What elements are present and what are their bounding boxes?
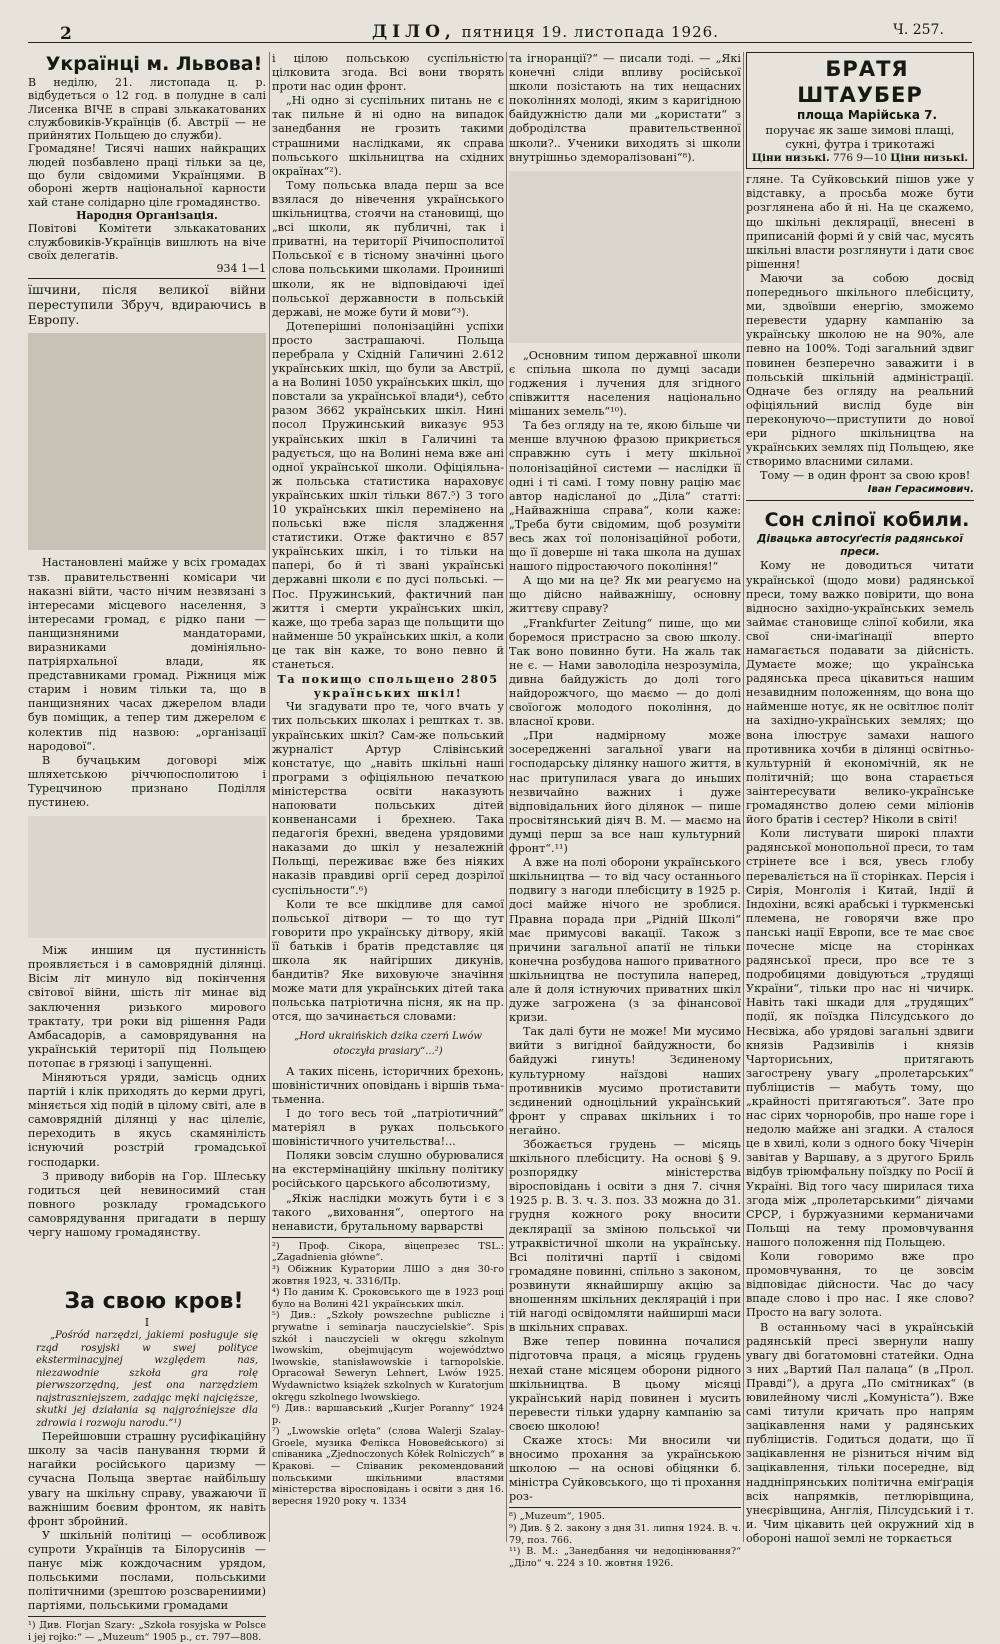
paragraph: Скаже хтось: Ми вносили чи вносимо прохання за українською школою — на основі обіцянки б. міністра Суйковського, що ті прохання роз- bbox=[509, 1433, 741, 1504]
notice-code: 934 1—1 bbox=[216, 262, 266, 276]
paragraph: Маючи за собою досвід попереднього шкільного плебісциту, ми, здвоївши енергію, зможемо перевести ударну кампанію за українську школою не на 90%, але певно на 100%. Тоді загальний здвиг повинен безперечно заважити і в польській шкільній адміністрації. Одначе без огляду на реальний офіціяльний вислід буде він переконуючо—приступити до нової ери рідного шкільництва на українських землях під Польщею, яке створимо власними силами. bbox=[746, 271, 974, 469]
column-divider bbox=[269, 52, 270, 1542]
spacer bbox=[28, 1240, 266, 1288]
article-title: За свою кров! bbox=[64, 1289, 244, 1315]
paragraph: Збожається грудень — місяць шкільного плебісциту. На основі § 9. розпорядку міністерства віросповідань і освіти з дня 7. січня 1925 р. В. З. ч. 3. поз. 33 можна до 31. грудня кожного року вносити деклярації за зміною польської чи утраквістичної школи на українську. Всі політичні партії і свідомі громадяне повинні, спільно з законом, розвинути якнайширшу акцію за вношенням шкільних деклярацій і при тій нагоді освідомляти найширші маси в шкільних справах. bbox=[509, 1138, 741, 1335]
header-rule bbox=[28, 42, 972, 43]
song-quote: „Hord ukraińskich dzika czerń Lwów otoczyła prasiary“...²) bbox=[294, 1031, 482, 1057]
footnote-rule bbox=[28, 1616, 266, 1617]
ad-text: поручає як заше зимові плащі, сукні, футра і трикотажі bbox=[765, 123, 955, 152]
paragraph: „Ні одно зі суспільних питань не є так пильне й ні одно на випадок занедбання не грозить такими страшними наслідками, як справа польського шкільництва на східних окраїнах“²). bbox=[272, 94, 504, 178]
article-part-number: I bbox=[144, 1316, 150, 1330]
issue-number: Ч. 257. bbox=[893, 22, 944, 38]
paragraph: Та без огляду на те, якою більше чи менше влучною фразою прикриється справжню суть і мету шкільної полонізаційної системи — наслідки її одні і ті самі. І тому повну рацію має автор надісланої до „Діла“ статті: „Найважніша справа“, коли каже: „Треба бути свідомим, щоб розуміти весь жах тої полонізаційної роботи, що її доверше ні така школа на душах нашого підростаючого покоління!“ bbox=[509, 419, 741, 574]
paragraph: Так далі бути не може! Ми мусимо вийти з вигідної байдужности, бо байдужі гинуть! Зєдиненому культурному наїздові наших противників мусимо протиставити зєдинений одноцільний український фронт у справах шкільних і то негайно. bbox=[509, 1025, 741, 1137]
paragraph: їшчини, після великої війни переступили Збруч, вдираючись в Европу. bbox=[28, 282, 266, 328]
paragraph: гляне. Та Суйковський пішов уже у відставку, а просьба може бути розглянена або й ні. На це скажемо, що шкільні деклярації, внесені в приписаній формі й у свій час, мусять шкільні власти розглянути і дати своє рішення! bbox=[746, 173, 974, 271]
ad-footer bbox=[751, 151, 969, 165]
paragraph: І до того весь той „патріотичний“ матеріял в руках польського шовіністичного учительства!... bbox=[272, 1106, 504, 1149]
paragraph: В бучацьким договорі між шляхетською річчюпосполитою і Турецчиною признано Поділля пустинею. bbox=[28, 753, 266, 810]
footnotes: ⁸) „Muzeum“, 1905. ⁹) Див. § 2. закону з дня 31. липня 1924. В. ч. 79, поз. 766. ¹¹) В. М.: „Занедбання чи недоцінювання?“ „Діло“ ч. 224 з 10. жовтня 1926. bbox=[509, 1511, 741, 1569]
emphasis-line: Та покищо спольщено 2805 українських шкіл! bbox=[277, 672, 499, 701]
epigraph-quote: „Pośród narzędzi, jakiemi posługuje się rząd rosyjski w swej polityce eksterminacyjnej względem nas, niezawodnie szkoła gra rolę pierwszorzędną, jest ona narzędziem najstraszniejszem, zadając męki najcięższe, skutki jej działania są najgroźniejsze dla zdrowia i rozwoju narodu.“¹) bbox=[36, 1330, 258, 1429]
paragraph: А що ми на це? Як ми реагуємо на що дійсно найважнішу, основну життєву справу? bbox=[509, 574, 741, 616]
column-divider bbox=[743, 52, 744, 1542]
paragraph: Коли говоримо вже про промовчування, то це зовсім відповідає дійсности. Час до часу впаде слово і про нас. І яке слово? Просто на вагу золота. bbox=[746, 1250, 974, 1320]
footnote-rule bbox=[272, 1237, 504, 1238]
ad-code: 776 9—10 bbox=[833, 152, 887, 165]
paragraph: А вже на полі оборони українського шкільництва — то від часу останнього подвигу з нагоди плебісциту в 1925 р. досі майже нічого не зроблися. Правна порада при „Рідній Школі“ має примусові вакації. Також з причини загальної апатії не тільки конечна розбудова нашого приватного шкільництва не поступила наперед, але й доля істнуючих приватних шкіл дуже загрожена (з за фінансової кризи. bbox=[509, 856, 741, 1025]
paragraph: Дотеперішні полонізаційні успіхи просто застрашаючі. Польща перебрала у Східній Галичині 2.612 українських шкіл, що були за Австрії, а на Волині 1050 українських шкіл, що повстали за української влади⁴), себто разом 3662 українських шкіл. Нині посол Пружинський виказує 953 українських шкіл в Галичині та радується, що на Волині нема вже ані одної української школи. Офіціяльна-ж польська статистика нараховує українських шкіл тільки 867.⁵) З того 10 українських шкіл перемінено на польські вже після зладження статистики. Отже фактично є 857 українських шкіл, і то тільки на папері, бо й ті звані українські державні школи є по дусі польські. — Пос. Пружинський, фактичний пан життя і смерти українських шкіл, каже, що треба зараз ще польщити що найменше 50 українських шкіл, а коли це так він каже, то воно певно й станеться. bbox=[272, 319, 504, 672]
masthead bbox=[372, 22, 719, 42]
section-rule bbox=[746, 500, 974, 501]
meeting-notice bbox=[28, 52, 266, 275]
paragraph: „Frankfurter Zeitung“ пише, що ми боремося пристрасно за свою школу. Так воно повинно бути. На жаль так не є. — Нами заволоділа незрозуміла, дивна байдужість до долі того найдорожчого, що маємо — до долі своїогож молодого покоління, до власної крови. bbox=[509, 616, 741, 729]
paragraph: Тому — в один фронт за свою кров! bbox=[760, 469, 971, 483]
issue-date: пятниця 19. листопада 1926. bbox=[461, 23, 719, 41]
masthead-title: ДІЛО, bbox=[372, 22, 456, 42]
advertisement bbox=[746, 52, 974, 169]
author-signature: Іван Герасимович. bbox=[867, 484, 974, 496]
paragraph: Настановлені майже у всіх громадах тзв. правительственні комісари чи наказні війти, часто нічим незвязані з інтересами місцевого населення, з інтересами громад, є рідко пани — панщизняними мандаторами, виразниками домініяльно-патріярхальної влади, як представниками громад. Ріжниця між старим і новим тільки та, що в панщизняних часах джерелом влади був поміщик, а тепер тим джерелом є колектив під назвою: „організації народової“. bbox=[28, 556, 266, 753]
footnote-rule bbox=[509, 1507, 741, 1508]
ad-price-note: Ціни низькі. bbox=[751, 152, 830, 165]
paragraph: А таких пісень, історичних брехонь, шовіністичних оповідань і віршів тьма-тьменна. bbox=[272, 1064, 504, 1106]
notice-text: В неділю, 21. листопада ц. р. відбудеться о 12 год. в полудне в салі Лисенка ВІЧЕ в справі злькакатованих службовиків-Українців (б. Австрії — не прийнятих Польщею до служби). Громадяне! Тисячі наших найкращих людей позбавлено праці тільки за це, що були свідомими Українцями. В обороні жертв національної карности хай стане солідарно ціле громадянство. bbox=[28, 76, 266, 209]
page-number: 2 bbox=[60, 24, 72, 44]
notice-text-2: Повітові Комітети злькакатованих службовиків-Українців вишлють на віче своїх делегатів. bbox=[28, 222, 266, 262]
paragraph: Поляки зовсім слушно обурювалися на екстермінаційну шкільну політику російського царського абсолютизму, bbox=[272, 1149, 504, 1191]
faded-illustration bbox=[28, 816, 266, 938]
paragraph: З приводу виборів на Гор. Шлеську годиться цей невиносимий стан повного розкладу громадського самоврядування пригадати в першу чергу нашому громадянству. bbox=[28, 1169, 266, 1240]
section-rule bbox=[28, 278, 266, 279]
column-1 bbox=[28, 52, 266, 1644]
paragraph: Кому не доводиться читати української (щодо мови) радянської преси, тому важко повірити, що вона відносно західно-українських земель займає становище сліпої кобили, яка свої сни-імаґінації вперто намагається подавати за дійсність. Думаєте може; що українська радянська преса цікавиться нашим незавидним положенням, що вона що найменше нотує, як не освітлює політ на західно-українських землях; що вона ілюструє замахи нашого противника хочби в ділянці освітньо-культурній й економічній, як не політичній; що вона старається заінтересувати велико-українське громадянство долею семи міліонів його братів і сестер? Ніколи в світі! bbox=[746, 559, 974, 827]
article-title: Сон сліпої кобили. bbox=[764, 509, 970, 532]
paragraph: та ігноранції?“ — писали тоді. — „Які конечні сліди впливу російської школи позістають на тих нещасних поколіннях молоді, яким з каригідною байдужністю дали ми „користати“ з доброділства правительственної школи?.. Ученики виходять зі школи внутрішньо здеморалізовані“⁸). bbox=[509, 52, 741, 164]
notice-title: Українці м. Львова! bbox=[45, 53, 263, 75]
faded-illustration bbox=[28, 333, 266, 550]
ad-price-note-2: Ціни низькі. bbox=[890, 152, 969, 165]
paragraph: У шкільній політиці — особливож супроти Українців та Білорусинів — панує між кождочасним урядом, польськими послами, польськими політичними (зрештою розсварениими) партіями, польськими громадами bbox=[28, 1528, 266, 1613]
paragraph: Тому польська влада перш за все взялася до нівечення українського шкільництва, стоячи на становищі, що „всі школи, як публичні, так і приватні, на території Річипосполитої Польської є в тісному значінні цього слова польськими школами. Проиниші школи, як не відповідаючі ідеї польської державности в польській державі, не може бути й мови“³). bbox=[272, 178, 504, 319]
ad-address: площа Марійська 7. bbox=[796, 108, 938, 122]
paragraph: „Якіж наслідки можуть бути і є з такого „виховання“, опертого на ненависти, брутальному варварстві bbox=[272, 1191, 504, 1233]
paragraph: „При надмірному може зосередженні загальної уваги на господарську ділянку нашого життя, в нас притупилася увага до иньших незвичайно важних і дуже відповідальних його ділянок — пише просвітянський діяч В. М. — маємо на думці перш за все наш культурний фронт“.¹¹) bbox=[509, 729, 741, 856]
footnote: ¹) Див. Florjan Szary: „Szkoła rosyjska w Polsce i jej rojko:“ — „Muzeum“ 1905 р., ст. 797—808. bbox=[28, 1620, 266, 1644]
paragraph: і цілою польською суспільністю цілковита згода. Всі вони творять проти нас один фронт. bbox=[272, 52, 504, 94]
faded-illustration bbox=[509, 171, 741, 343]
column-2 bbox=[272, 52, 504, 1542]
notice-signed: Народня Організація. bbox=[76, 208, 218, 222]
paragraph: Чи згадувати про те, чого вчать у тих польських школах і рештках т. зв. українських шкіл? Сам-же польський журналіст Артур Слівінський констатує, що „навіть шкільні наші програми з офіціяльною печаткою міністерства освіти наказують напоювати польських дітей конвенансами і брехнею. Така педагогія брехні, введена урядовими наказами до шкіл у незалежній Польщі, переживає вже без ніяких наказів правдиві оргії серед дозрілої суспільности“.⁶) bbox=[272, 700, 504, 897]
paragraph: Міняються уряди, замісць одних партій і клік приходять до керми другі, міняється хід подій в цілому світі, але в самоврядній ділянці у нас цілеліє, переходить в якусь скамянілість існуючий розстрій громадської господарки. bbox=[28, 1070, 266, 1169]
paragraph: Коли листувати широкі плахти радянської монопольної преси, то там стрінете все і вся, увесь глобу переваліється на її сторінках. Персія і Сирія, Монголія і Китай, Індії й Індохіни, всякі арабські і туркменські племена, не говорячи вже про панські нації Европи, все те має своє почесне місце на сторінках радянської преси, про все те з подробицями довідуються „трудящі України“, тільки про нас ні чичирк. Навіть такі шкади для „трудящих“ події, як поїздка Пілсудського до Несвіжа, або урядові загальні здвиги князів Радзивілів і князів Чарторисьних, притягають загострену увагу „пролетарських“ публіцистів — мабуть тому, що „крайності притягаються“. Зате про нас сірих чорноробів, про наше горе і недолю майже ані згадки. А сталося це в хвилі, коли з одного боку Чічерін завітав у Варшаву, а з другого Бриль відбув тріюмфальну поїздку по Росії й Україні. Від того часу ширилася тиха згода між „пролетарськими“ діячами СРСР, і буржуазними керманичами Польщі на тему промовчування нашого положення під Польщею. bbox=[746, 827, 974, 1249]
paragraph: В останньому часі в українській радянській пресі звернули нашу увагу дві богатомовні статейки. Одна з них „Вартий Пал палаца“ (в „Прол. Правді“), а друга „По смітниках“ (в ювилейному числі „Комуніста“). Вже самі титули кричать про напрям зацікавлення нами у радянських публіцистів. Годиться додати, що її зацікавлення не різниться нічим від зацікавлення, тільки посередне, від наддніпрянських політична еміґрація всіх напрямків, петлюрівщина, унеєрівщина, Англія, Пілсудський і т. и. Чим цікавить цей окружний хід в обороні нашої землі не торкається bbox=[746, 1320, 974, 1545]
ad-title: БРАТЯ ШТАУБЕР bbox=[797, 57, 923, 107]
paragraph: „Основним типом державної школи є спільна школа по думці засади годжения і лучения для згідного співжиття населения національно мішаних земель“¹⁰). bbox=[509, 348, 741, 419]
paragraph: Між иншим ця пустинність проявляється і в самоврядній ділянці. Вісім літ минуло від покінчення світової війни, шість літ минає від заключення ризького мирового трактату, три роки від рішення Ради Амбасадорів, а самоврядування на українській території під Польщею потопає в грязюці і запущенні. bbox=[28, 944, 266, 1070]
column-4 bbox=[746, 52, 974, 1545]
paragraph: Перейшовши страшну русифікаційну школу за часів панування тюрми й нагайки російського царизму — сучасна Польща звертає найбільшу увагу на шкільну справу, уважаючи її важнішим боєвим фронтом, як навіть фронт збройний. bbox=[28, 1430, 266, 1528]
paragraph: Коли те все шкідливе для самої польської дітвори — то що тут говорити про українську дітвору, якій її батьків і братів представляє ця школа як найгірших дикунів, бандитів? Яке виховуюче значіння може мати для українських дітей така польська патріотична пісня, як на пр. отся, що зачинається словами: bbox=[272, 897, 504, 1024]
footnotes: ²) Проф. Сікора, віцепрезес TSL.: „Zagadnienia główne“. ³) Обіжник Куратории ЛШО з дня 30-го жовтня 1923, ч. 3316/Пр. ⁴) По даним К. Сроковського ще в 1923 році було на Волині 421 українських шкіл. ⁵) Див.: „Szkoły powszechne publiczne i prywatne i seminarja nauczycielskie“. Spis szkół i nauczycieli w okręgu szkolnym lwowskim, obejmującym województwo lwowskie, stanisławowskie i tarnopolskie. Opracował Seweryn Lehnert, Lwów 1925. Wydawnictwo książek szkolnych w Kuratorjum okręgu szkolnego lwowskiego. ⁶) Див.: варшавський „Kurjer Poranny“ 1924 р. ⁷) „Lwowskie orlęta“ (слова Walerji Szalay-Groele, музика Фелікса Нововейського) зі співаника „Zjednoczonych Kółek Rolniczych“ в Кракові. — Співаник рекомендований польськими шкільними властями міністерства віросповідань і освіти з дня 16. вересня 1920 року ч. 1334 bbox=[272, 1240, 504, 1507]
column-3 bbox=[509, 52, 741, 1569]
article-subtitle: Дівацька автосуґестія радянської преси. bbox=[757, 533, 963, 559]
column-divider bbox=[506, 52, 507, 1542]
paragraph: Вже тепер повинна почалися підготовча праця, а місяць грудень нехай стане місяцем оборони рідного шкільництва. В цьому місяці український нарід повинен і мусить перевести тільки ударну кампанію за своєю школою! bbox=[509, 1335, 741, 1433]
page-header bbox=[0, 0, 1000, 48]
